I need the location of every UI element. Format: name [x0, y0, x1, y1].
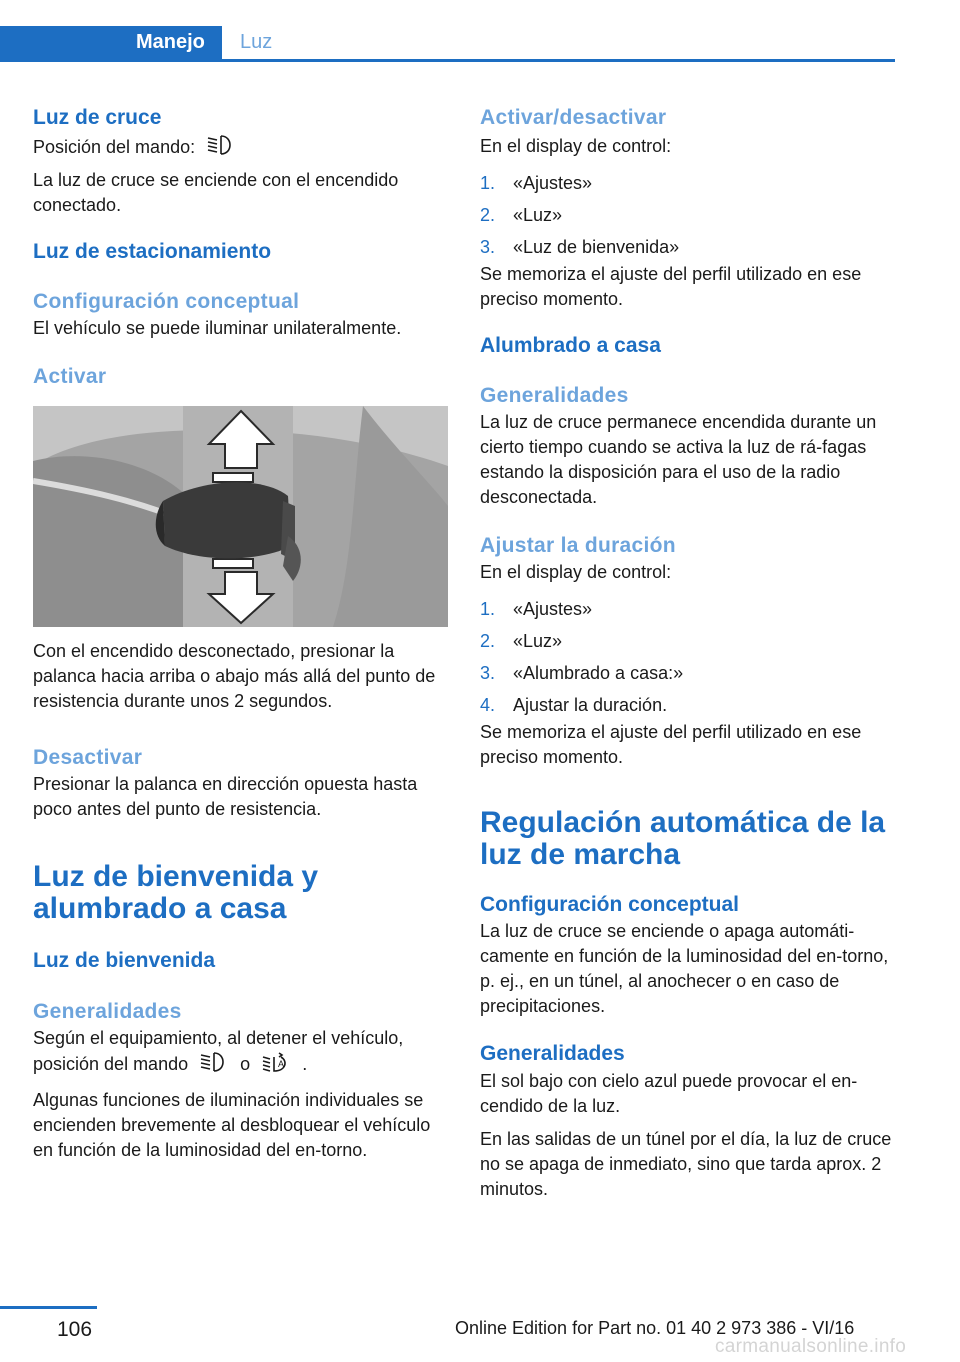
list-text: «Alumbrado a casa:»	[513, 663, 684, 683]
footer-rule	[0, 1306, 97, 1309]
paragraph-config: La luz de cruce se enciende o apaga automáti‐camente en función de la luminosidad del en‐torno, p. ej., en un túnel, al anochecer o en caso de precipitaciones.	[480, 921, 889, 1017]
paragraph-algunas: Algunas funciones de iluminación individuales se encienden brevemente al desbloquear el vehículo en función de la luminosidad del en‐torno.	[33, 1089, 431, 1160]
list-number: 3.	[480, 663, 496, 683]
list-number: 2.	[480, 631, 496, 651]
edition-text: Online Edition for Part no. 01 40 2 973 386 - VI/16	[455, 1318, 855, 1338]
paragraph-cruce: La luz de cruce se enciende con el encendido conectado.	[33, 170, 399, 216]
list-number: 4.	[480, 695, 496, 715]
list-number: 2.	[480, 205, 496, 226]
paragraph-sol: El sol bajo con cielo azul puede provocar el en‐cendido de la luz.	[480, 1070, 858, 1116]
automatic-headlight-icon	[261, 1051, 291, 1080]
paragraph-display-1: En el display de control:	[480, 136, 672, 157]
steps-list-2	[480, 597, 896, 718]
paragraph-config: El vehículo se puede iluminar unilateralmente.	[33, 317, 402, 338]
heading-generalidades-2: Generalidades	[480, 1042, 625, 1066]
heading-configuracion-conceptual: Configuración conceptual	[480, 893, 740, 916]
low-beam-icon	[199, 1051, 229, 1080]
list-item	[480, 693, 896, 718]
heading-activar: Activar	[33, 364, 107, 388]
heading-alumbrado-a-casa: Alumbrado a casa	[480, 334, 661, 358]
list-text: «Luz de bienvenida»	[513, 237, 680, 258]
list-item	[480, 235, 896, 260]
page-number: 106	[57, 1318, 93, 1341]
list-item	[480, 171, 896, 196]
heading-activar-desactivar: Activar/desactivar	[480, 106, 667, 129]
paragraph-desactivar: Presionar la palanca en dirección opuesta hasta poco antes del punto de resistencia.	[33, 774, 418, 820]
o-text: o	[240, 1053, 251, 1074]
heading-regulacion-automatica: Regulación automática de la luz de marcha	[480, 806, 886, 871]
paragraph-alumbrado: La luz de cruce permanece encendida durante un cierto tiempo cuando se activa la luz de rá‐fagas estando la disposición para el uso de la radio desconectada.	[480, 411, 877, 507]
list-text: «Ajustes»	[513, 173, 593, 194]
list-text: «Ajustes»	[513, 599, 593, 619]
left-column	[33, 100, 449, 1163]
list-number: 1.	[480, 599, 496, 619]
paragraph-posicion	[33, 134, 449, 163]
paragraph-tunel: En las salidas de un túnel por el día, la luz de cruce no se apaga de inmediato, sino que tarda aprox. 2 minutos.	[480, 1128, 892, 1199]
watermark: carmanualsonline.info	[715, 1336, 907, 1357]
right-column	[480, 100, 896, 1202]
heading-ajustar-la-duracion: Ajustar la duración	[480, 533, 676, 557]
list-text: Ajustar la duración.	[513, 695, 668, 715]
tab-manejo[interactable]: Manejo	[0, 26, 222, 61]
posicion-text: Posición del mando:	[33, 137, 196, 158]
dot-text: .	[302, 1053, 308, 1074]
list-item	[480, 661, 896, 686]
paragraph-segun	[33, 1026, 449, 1080]
paragraph-memoriza-1: Se memoriza el ajuste del perfil utilizado en ese preciso momento.	[480, 264, 862, 310]
light-lever-photo	[33, 406, 449, 627]
list-item	[480, 203, 896, 228]
list-item	[480, 597, 896, 622]
svg-text:A: A	[278, 1058, 285, 1069]
heading-desactivar: Desactivar	[33, 746, 143, 769]
heading-luz-de-estacionamiento: Luz de estacionamiento	[33, 240, 272, 264]
list-item	[480, 629, 896, 654]
heading-luz-de-bienvenida: Luz de bienvenida	[33, 949, 216, 973]
steps-list-1	[480, 171, 896, 260]
heading-luz-de-cruce: Luz de cruce	[33, 106, 162, 129]
list-number: 1.	[480, 173, 496, 194]
heading-generalidades: Generalidades	[33, 999, 182, 1023]
low-beam-icon	[206, 134, 236, 163]
paragraph-activar: Con el encendido desconectado, presionar la palanca hacia arriba o abajo más allá del punto de resistencia durante unos 2 segundos.	[33, 641, 436, 711]
segun-text: Según el equipamiento, al detener el vehículo, posición del mando	[33, 1027, 404, 1074]
heading-configuracion-conceptual: Configuración conceptual	[33, 289, 300, 313]
paragraph-memoriza-2: Se memoriza el ajuste del perfil utilizado en ese preciso momento.	[480, 722, 862, 767]
heading-luz-de-bienvenida-y-alumbrado: Luz de bienvenida y alumbrado a casa	[33, 860, 319, 925]
tab-luz[interactable]: Luz	[240, 31, 273, 53]
list-text: «Luz»	[513, 631, 563, 651]
list-text: «Luz»	[513, 205, 563, 226]
list-number: 3.	[480, 237, 496, 258]
heading-generalidades: Generalidades	[480, 383, 629, 407]
header-rule	[0, 59, 895, 62]
paragraph-display-2: En el display de control:	[480, 562, 672, 582]
